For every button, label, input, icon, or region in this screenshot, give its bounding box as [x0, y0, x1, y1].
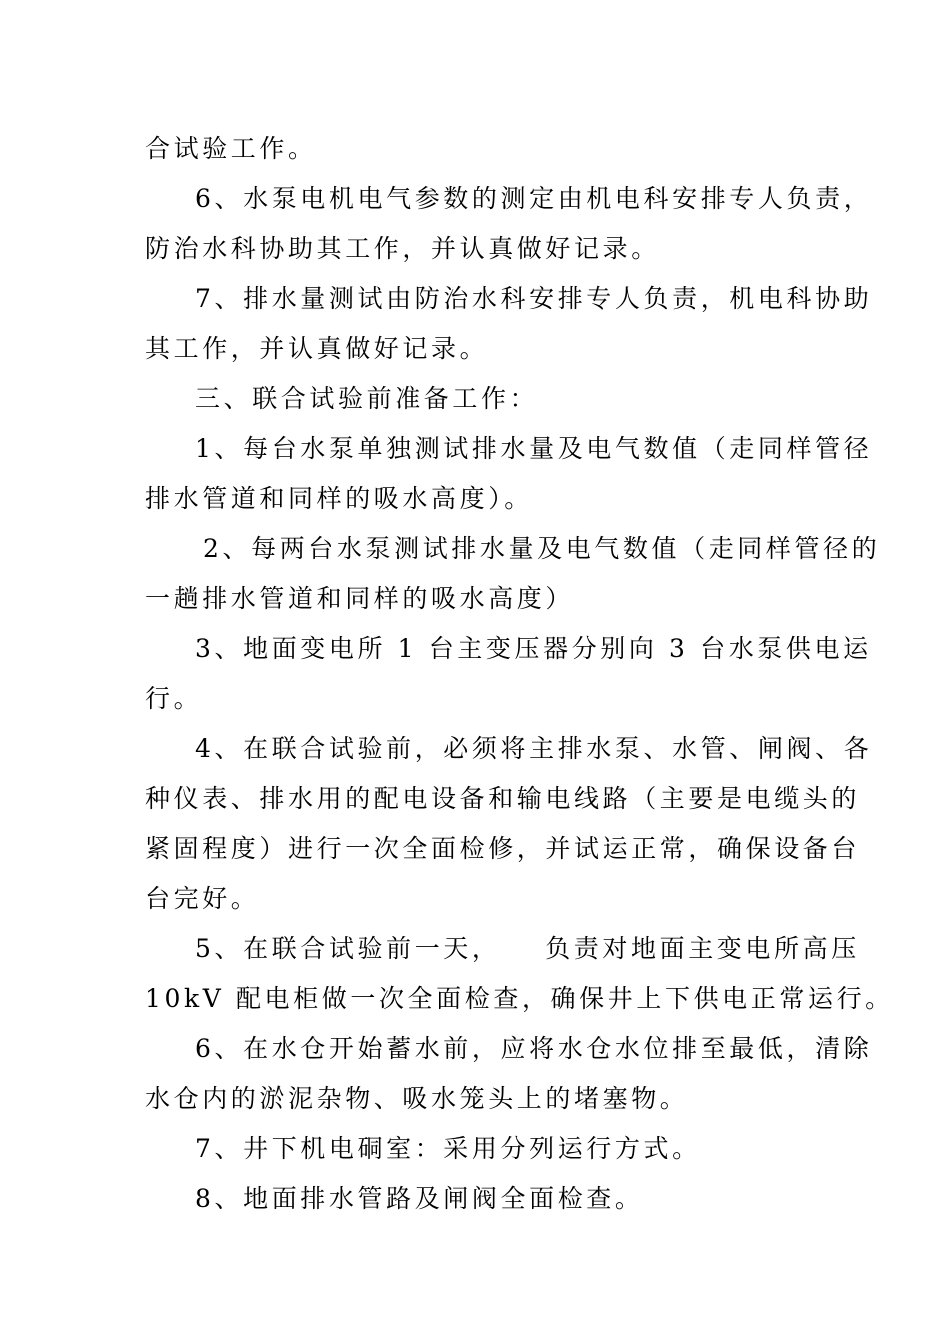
text-line-prep-1-start: 1、每台水泵单独测试排水量及电气数值（走同样管径: [195, 434, 873, 463]
text-line-item-7-start: 7、排水量测试由防治水科安排专人负责，机电科协助: [195, 284, 873, 313]
text-line-prep-6-start: 6、在水仓开始蓄水前，应将水仓水位排至最低，清除: [195, 1034, 873, 1063]
text-line-prep-3-end: 行。: [145, 684, 203, 713]
text-line-prep-2-end: 一趟排水管道和同样的吸水高度）: [145, 584, 575, 613]
text-line-prep-4-middle-1: 种仪表、排水用的配电设备和输电线路（主要是电缆头的: [145, 784, 861, 813]
text-line-prep-5-end: 10kV 配电柜做一次全面检查，确保井上下供电正常运行。: [145, 984, 894, 1013]
text-line-prep-4-middle-2: 紧固程度）进行一次全面检修，并试运正常，确保设备台: [145, 834, 861, 863]
text-line-prep-5-start: 5、在联合试验前一天， 负责对地面主变电所高压: [195, 934, 860, 963]
text-line-prep-6-end: 水仓内的淤泥杂物、吸水笼头上的堵塞物。: [145, 1084, 689, 1113]
text-line-item-6-end: 防治水科协助其工作，并认真做好记录。: [145, 234, 660, 263]
text-line-prep-2-start: 2、每两台水泵测试排水量及电气数值（走同样管径的: [203, 534, 881, 563]
text-line-prep-7: 7、井下机电硐室：采用分列运行方式。: [195, 1134, 701, 1163]
text-line-item-7-end: 其工作，并认真做好记录。: [145, 334, 489, 363]
text-line-prep-1-end: 排水管道和同样的吸水高度）。: [145, 484, 533, 513]
text-line-item-6-start: 6、水泵电机电气参数的测定由机电科安排专人负责，: [195, 184, 873, 213]
text-line-continuation: 合试验工作。: [145, 134, 317, 163]
document-body: [145, 124, 894, 1224]
text-line-prep-4-end: 台完好。: [145, 884, 260, 913]
section-heading-3: 三、联合试验前准备工作：: [195, 384, 539, 413]
text-line-prep-3-start: 3、地面变电所 1 台主变压器分别向 3 台水泵供电运: [195, 634, 872, 663]
text-line-prep-4-start: 4、在联合试验前，必须将主排水泵、水管、闸阀、各: [195, 734, 873, 763]
text-line-prep-8: 8、地面排水管路及闸阀全面检查。: [195, 1184, 644, 1213]
